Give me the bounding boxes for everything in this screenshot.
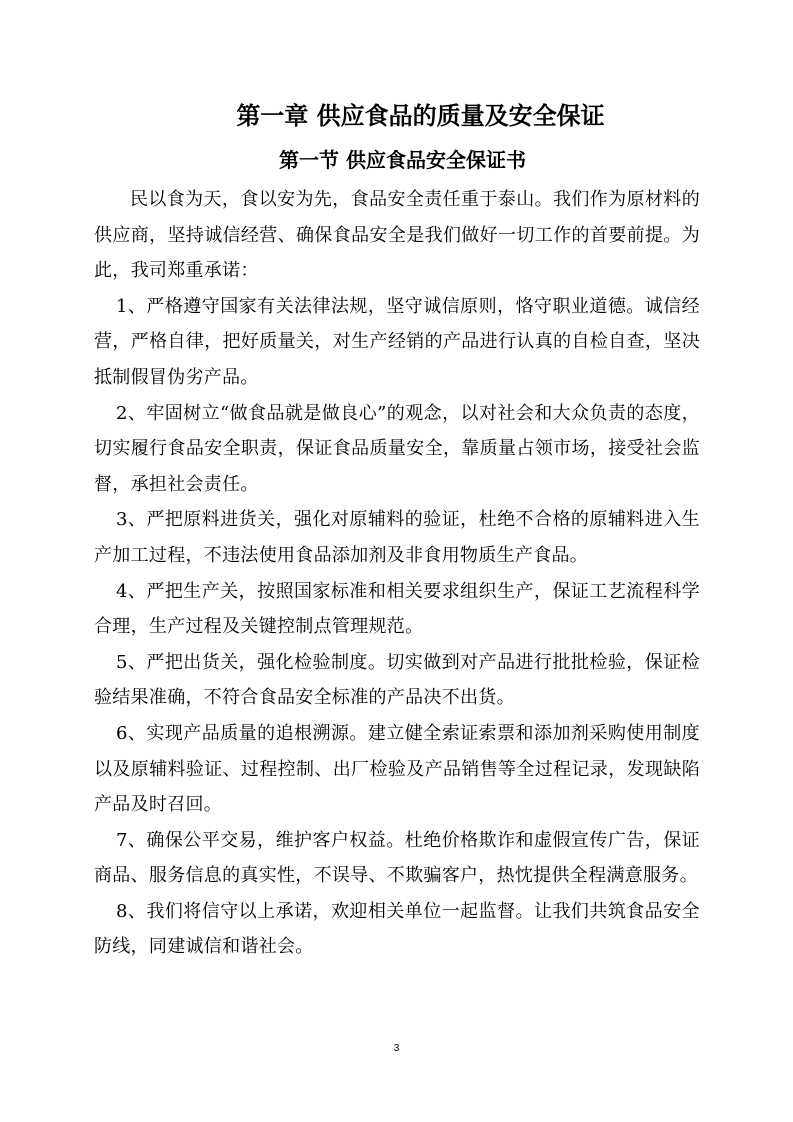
commitment-item-7: 7、确保公平交易，维护客户权益。杜绝价格欺诈和虚假宣传广告，保证商品、服务信息的真实性，不误导、不欺骗客户，热忱提供全程满意服务。 — [94, 829, 700, 887]
commitment-item-3: 3、严把原料进货关，强化对原辅料的验证，杜绝不合格的原辅料进入生产加工过程，不违法使用食品添加剂及非食用物质生产食品。 — [94, 509, 700, 566]
commitment-item-5: 5、严把出货关，强化检验制度。切实做到对产品进行批批检验，保证检验结果准确，不符合食品安全标准的产品决不出货。 — [94, 651, 700, 709]
section-title: 第一节 供应食品安全保证书 — [279, 148, 526, 172]
commitment-item-1: 1、严格遵守国家有关法律法规，坚守诚信原则，恪守职业道德。诚信经营，严格自律，把好质量关，对生产经销的产品进行认真的自检自查，坚决抵制假冒伪劣产品。 — [94, 295, 700, 388]
commitment-item-6: 6、实现产品质量的追根溯源。建立健全索证索票和添加剂采购使用制度以及原辅料验证、过程控制、出厂检验及产品销售等全过程记录，发现缺陷产品及时召回。 — [94, 722, 700, 816]
chapter-title: 第一章 供应食品的质量及安全保证 — [236, 102, 605, 130]
commitment-item-4: 4、严把生产关，按照国家标准和相关要求组织生产，保证工艺流程科学合理，生产过程及关键控制点管理规范。 — [94, 580, 700, 638]
commitment-item-8: 8、我们将信守以上承诺，欢迎相关单位一起监督。让我们共筑食品安全防线，同建诚信和谐社会。 — [94, 900, 700, 958]
commitment-item-2: 2、牢固树立“做食品就是做良心”的观念，以对社会和大众负责的态度，切实履行食品安全职责，保证食品质量安全，靠质量占领市场，接受社会监督，承担社会责任。 — [94, 402, 700, 495]
document-body — [94, 182, 700, 965]
intro-paragraph: 民以食为天，食以安为先，食品安全责任重于泰山。我们作为原材料的供应商，坚持诚信经营、确保食品安全是我们做好一切工作的首要前提。为此，我司郑重承诺： — [94, 189, 700, 282]
page-number: 3 — [393, 1043, 400, 1054]
